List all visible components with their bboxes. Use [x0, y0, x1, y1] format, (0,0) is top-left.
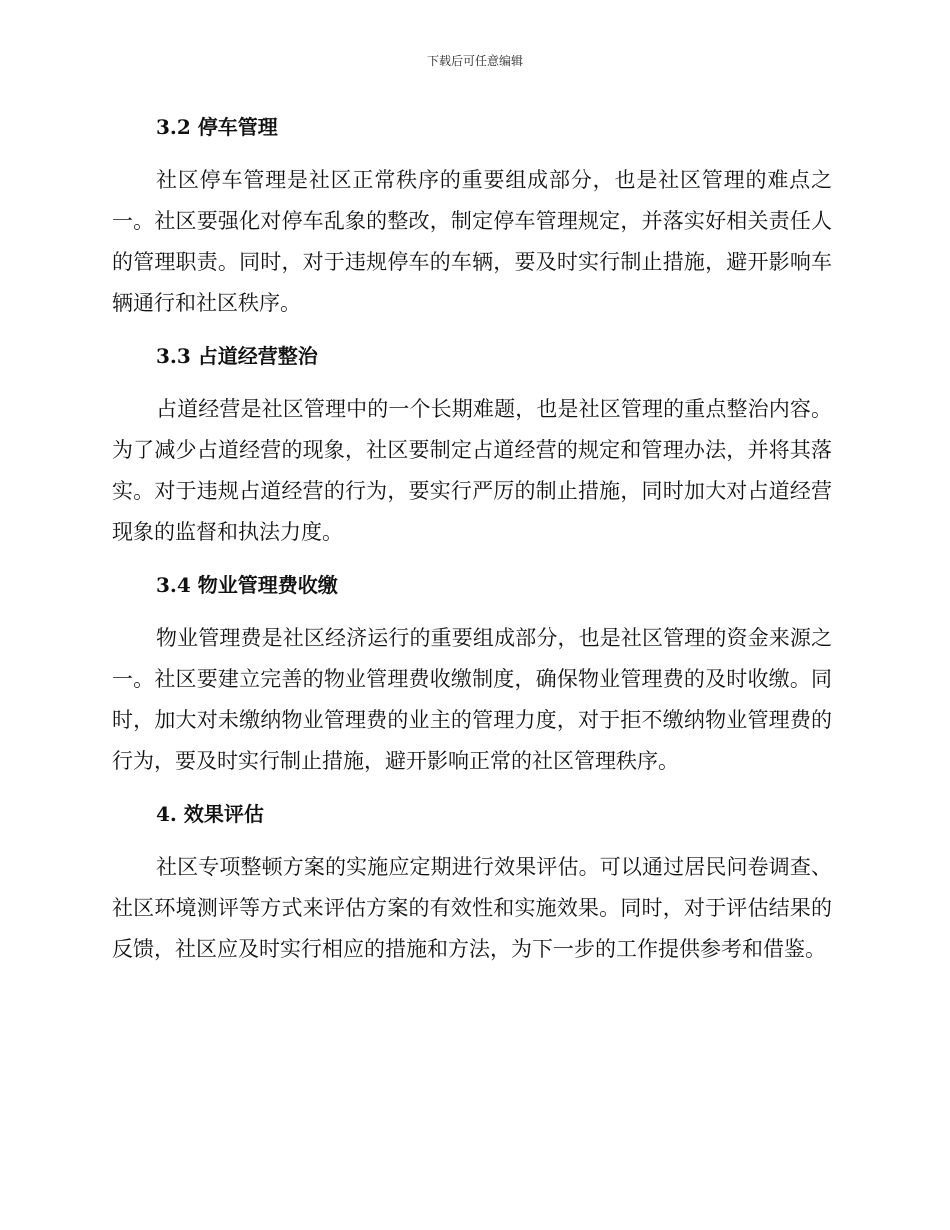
section-body-property-fee: 物业管理费是社区经济运行的重要组成部分，也是社区管理的资金来源之一。社区要建立完善的物业管理费收缴制度，确保物业管理费的及时收缴。同时，加大对未缴纳物业管理费的业主的管理力度，对于拒不缴纳物业管理费的行为，要及时实行制止措施，避开影响正常的社区管理秩序。: [112, 626, 832, 773]
document-body: [112, 109, 832, 970]
section-body-parking: 社区停车管理是社区正常秩序的重要组成部分，也是社区管理的难点之一。社区要强化对停车乱象的整改，制定停车管理规定，并落实好相关责任人的管理职责。同时，对于违规停车的车辆，要及时实行制止措施，避开影响车辆通行和社区秩序。: [112, 168, 832, 315]
page-header: 下载后可任意编辑: [426, 54, 523, 68]
section-heading-property-fee: 3.4 物业管理费收缴: [156, 573, 338, 597]
section-heading-evaluation: 4. 效果评估: [156, 802, 264, 826]
section-body-street-vending: 占道经营是社区管理中的一个长期难题，也是社区管理的重点整治内容。为了减少占道经营的现象，社区要制定占道经营的规定和管理办法，并将其落实。对于违规占道经营的行为，要实行严厉的制止措施，同时加大对占道经营现象的监督和执法力度。: [112, 397, 832, 544]
section-heading-street-vending: 3.3 占道经营整治: [156, 344, 318, 368]
section-body-evaluation: 社区专项整顿方案的实施应定期进行效果评估。可以通过居民问卷调查、社区环境测评等方式来评估方案的有效性和实施效果。同时，对于评估结果的反馈，社区应及时实行相应的措施和方法，为下一步的工作提供参考和借鉴。: [112, 855, 832, 961]
section-heading-parking: 3.2 停车管理: [156, 115, 278, 139]
